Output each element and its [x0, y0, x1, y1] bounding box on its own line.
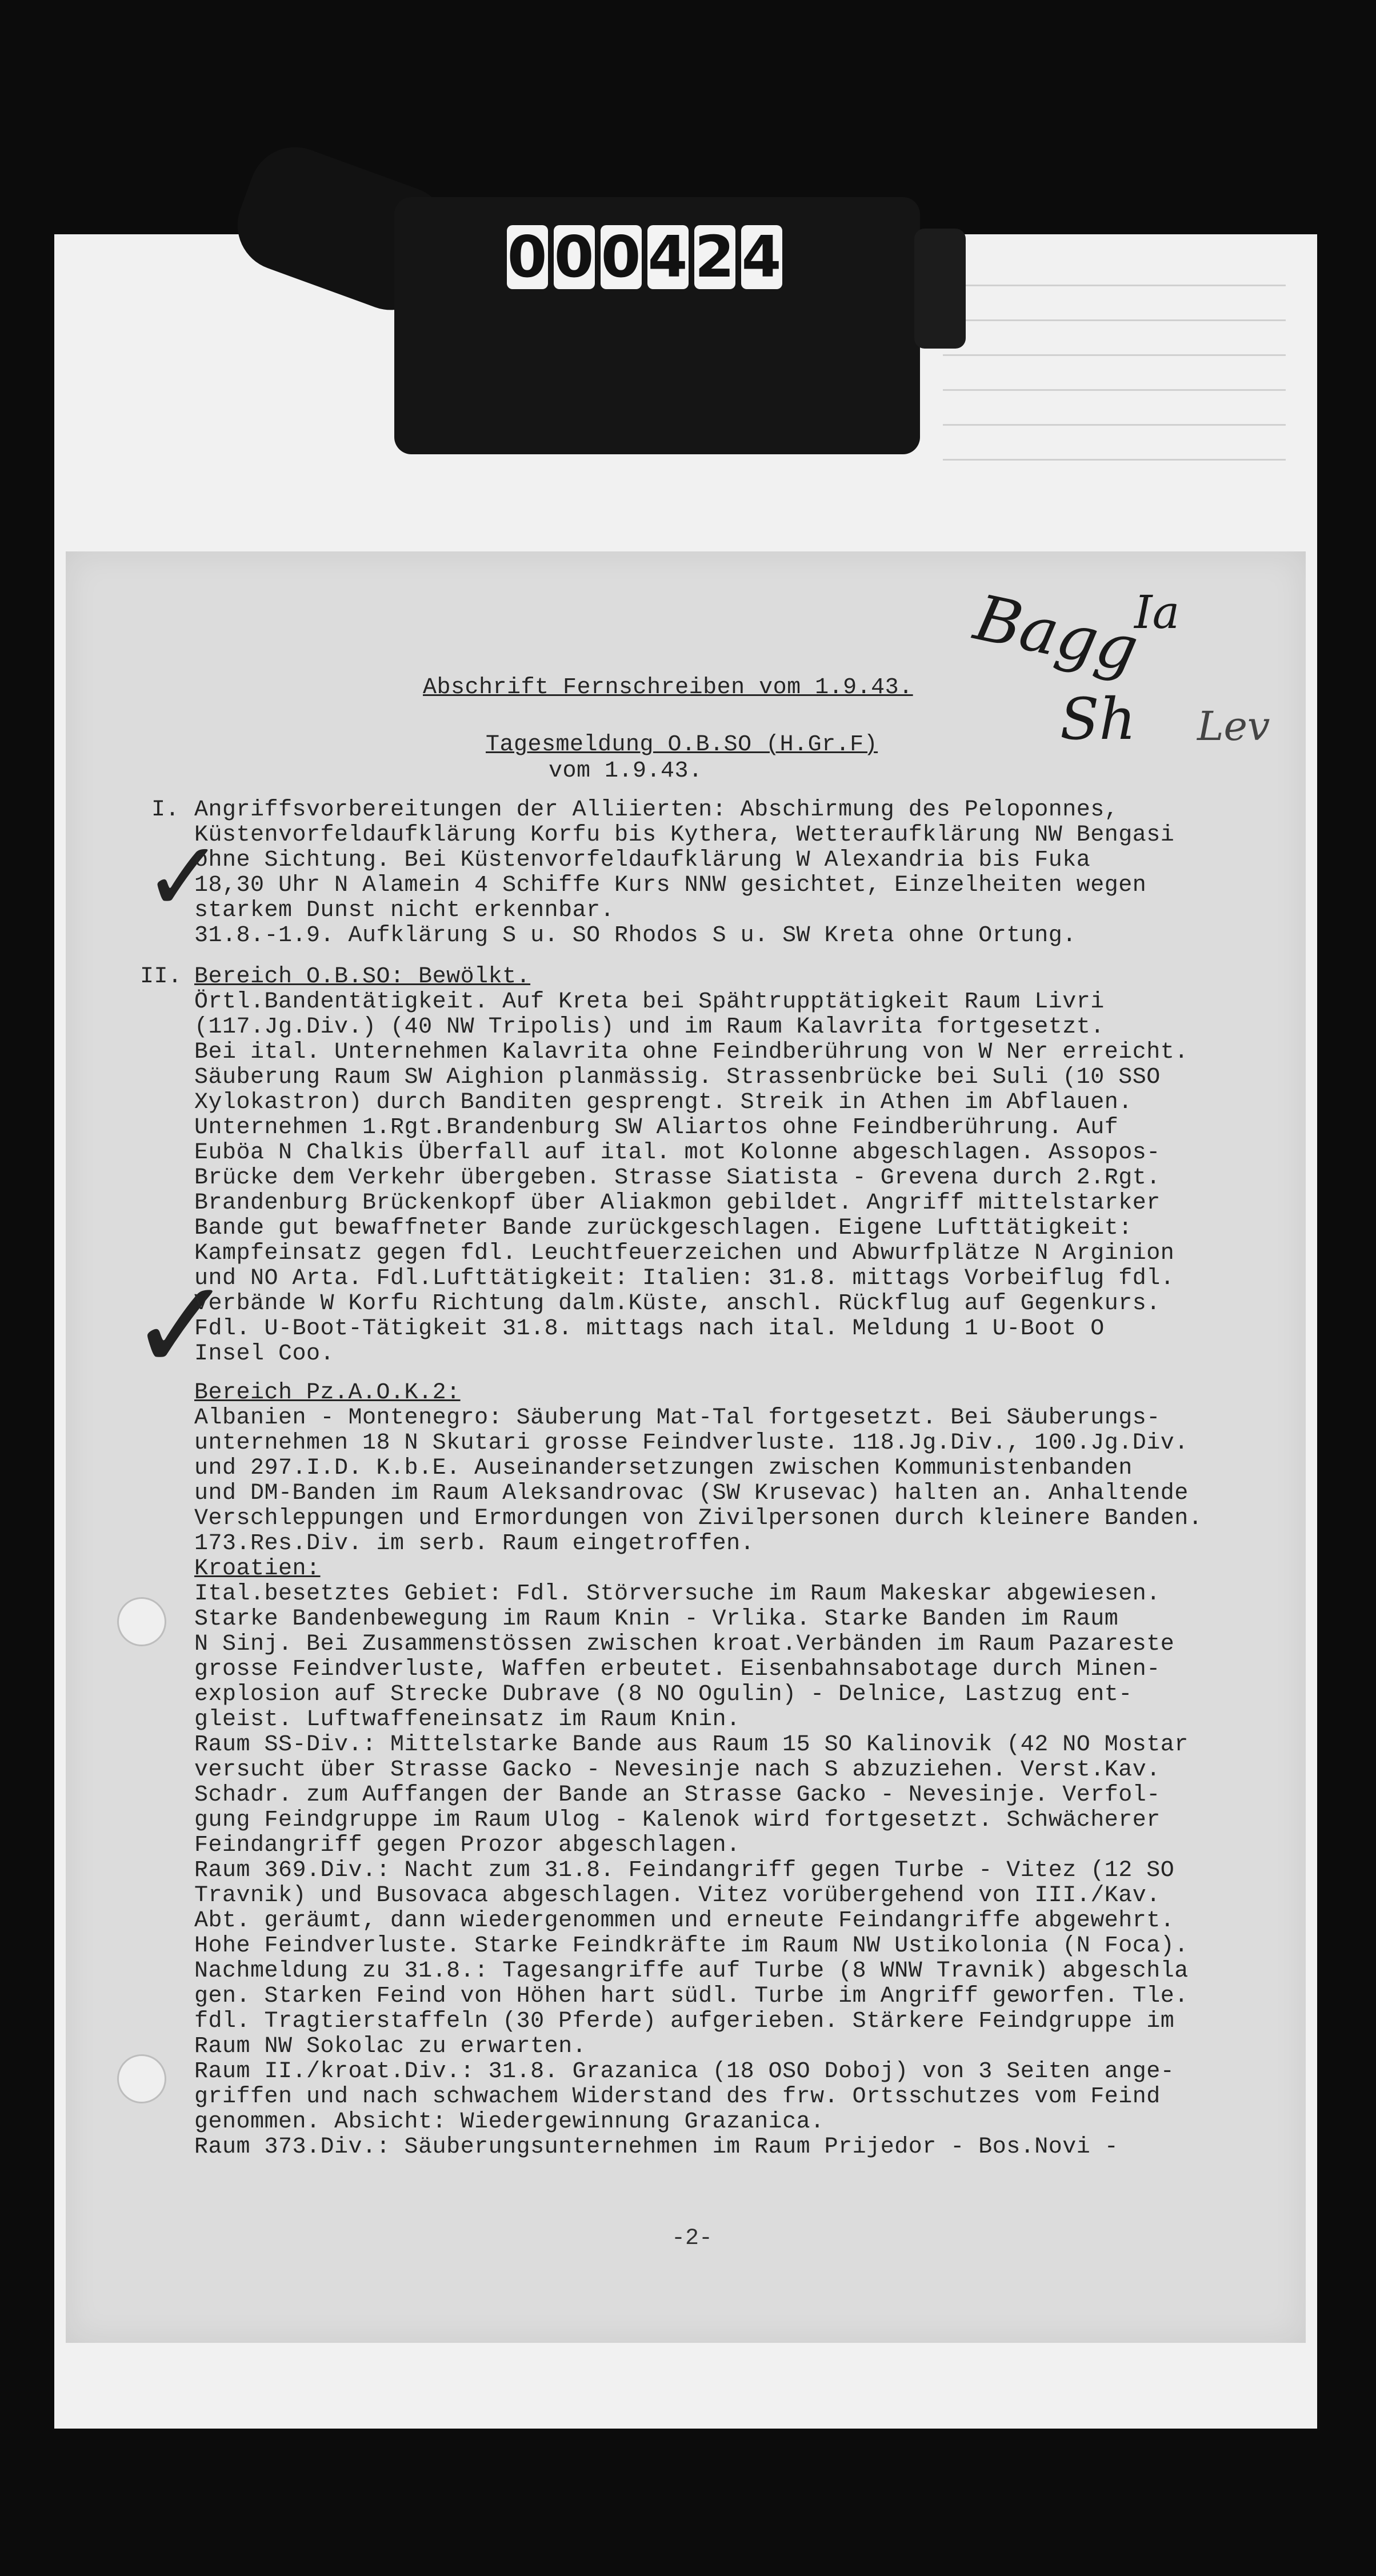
text-line: und NO Arta. Fdl.Lufttätigkeit: Italien: 31.8. mittags Vorbeiflug fdl.: [194, 1266, 1175, 1291]
counter-knob: [914, 229, 966, 349]
text-line: Fdl. U-Boot-Tätigkeit 31.8. mittags nach ital. Meldung 1 U-Boot O: [194, 1316, 1105, 1342]
text-line: genommen. Absicht: Wiedergewinnung Grazanica.: [194, 2109, 825, 2135]
text-line: und DM-Banden im Raum Aleksandrovac (SW Krusevac) halten an. Anhaltende: [194, 1481, 1189, 1506]
margin-check-icon: ✓: [143, 821, 225, 934]
text-line: Albanien - Montenegro: Säuberung Mat-Tal fortgesetzt. Bei Säuberungs-: [194, 1405, 1161, 1431]
punch-hole: [117, 1597, 166, 1646]
text-line: Brandenburg Brückenkopf über Aliakmon gebildet. Angriff mittelstarker: [194, 1190, 1161, 1216]
text-line: Bei ital. Unternehmen Kalavrita ohne Feindberührung von W Ner erreicht.: [194, 1039, 1189, 1065]
text-line: ohne Sichtung. Bei Küstenvorfeldaufklärung W Alexandria bis Fuka: [194, 847, 1091, 873]
text-line: Raum 369.Div.: Nacht zum 31.8. Feindangriff gegen Turbe - Vitez (12 SO: [194, 1858, 1175, 1883]
section-number: II.: [140, 964, 182, 990]
handwritten-annotation: Ia: [1134, 586, 1180, 639]
text-line: Euböa N Chalkis Überfall auf ital. mot Kolonne abgeschlagen. Assopos-: [194, 1140, 1161, 1166]
handwritten-annotation: Lev: [1197, 703, 1270, 750]
text-line: 31.8.-1.9. Aufklärung S u. SO Rhodos S u. SW Kreta ohne Ortung.: [194, 923, 1077, 949]
counter-digit: 2: [694, 223, 735, 290]
text-line: Schadr. zum Auffangen der Bande an Strasse Gacko - Nevesinje. Verfol-: [194, 1782, 1161, 1808]
counter-digit: 0: [507, 223, 547, 290]
text-line: Bande gut bewaffneter Bande zurückgeschlagen. Eigene Lufttätigkeit:: [194, 1215, 1133, 1241]
text-line: Örtl.Bandentätigkeit. Auf Kreta bei Spähtrupptätigkeit Raum Livri: [194, 989, 1105, 1015]
section-number: I.: [151, 797, 180, 823]
text-line: Raum SS-Div.: Mittelstarke Bande aus Raum 15 SO Kalinovik (42 NO Mostar: [194, 1732, 1189, 1758]
text-line: griffen und nach schwachem Widerstand des frw. Ortsschutzes vom Feind: [194, 2084, 1161, 2110]
text-line: Unternehmen 1.Rgt.Brandenburg SW Aliartos ohne Feindberührung. Auf: [194, 1115, 1119, 1141]
text-line: Insel Coo.: [194, 1341, 335, 1367]
text-line: 173.Res.Div. im serb. Raum eingetroffen.: [194, 1531, 755, 1557]
text-line: Xylokastron) durch Banditen gesprengt. Streik in Athen im Abflauen.: [194, 1090, 1133, 1115]
text-line: Kroatien:: [194, 1556, 321, 1582]
text-line: 18,30 Uhr N Alamein 4 Schiffe Kurs NNW gesichtet, Einzelheiten wegen: [194, 873, 1147, 898]
text-line: Verbände W Korfu Richtung dalm.Küste, anschl. Rückflug auf Gegenkurs.: [194, 1291, 1161, 1317]
text-line: Raum II./kroat.Div.: 31.8. Grazanica (18 OSO Doboj) von 3 Seiten ange-: [194, 2059, 1175, 2085]
ghost-lines: [943, 251, 1286, 491]
text-line: fdl. Tragtierstaffeln (30 Pferde) aufgerieben. Stärkere Feindgruppe im: [194, 2009, 1175, 2034]
text-line: Nachmeldung zu 31.8.: Tagesangriffe auf Turbe (8 WNW Travnik) abgeschla: [194, 1958, 1189, 1984]
text-line: Bereich Pz.A.O.K.2:: [194, 1380, 461, 1406]
text-line: gleist. Luftwaffeneinsatz im Raum Knin.: [194, 1707, 741, 1733]
text-line: Brücke dem Verkehr übergeben. Strasse Siatista - Grevena durch 2.Rgt.: [194, 1165, 1161, 1191]
text-line: Kampfeinsatz gegen fdl. Leuchtfeuerzeichen und Abwurfplätze N Arginion: [194, 1241, 1175, 1266]
counter-digit: 0: [554, 223, 594, 290]
document-subtitle: vom 1.9.43.: [549, 758, 703, 784]
document-subtitle: Tagesmeldung O.B.SO (H.Gr.F): [486, 732, 878, 758]
text-line: Feindangriff gegen Prozor abgeschlagen.: [194, 1833, 741, 1858]
text-line: Hohe Feindverluste. Starke Feindkräfte im Raum NW Ustikolonia (N Foca).: [194, 1933, 1189, 1959]
text-line: unternehmen 18 N Skutari grosse Feindverluste. 118.Jg.Div., 100.Jg.Div.: [194, 1430, 1189, 1456]
text-line: Verschleppungen und Ermordungen von Zivilpersonen durch kleinere Banden.: [194, 1506, 1203, 1531]
page-number: -2-: [671, 2226, 713, 2251]
text-line: Ital.besetztes Gebiet: Fdl. Störversuche im Raum Makeskar abgewiesen.: [194, 1581, 1161, 1607]
text-line: Travnik) und Busovaca abgeschlagen. Vitez vorübergehend von III./Kav.: [194, 1883, 1161, 1909]
counter-digit: 0: [601, 223, 641, 290]
margin-check-icon: ✓: [129, 1253, 234, 1399]
punch-hole: [117, 2054, 166, 2103]
text-line: Küstenvorfeldaufklärung Korfu bis Kythera, Wetteraufklärung NW Bengasi: [194, 822, 1175, 848]
counter-digit: 4: [741, 223, 782, 290]
text-line: Säuberung Raum SW Aighion planmässig. Strassenbrücke bei Suli (10 SSO: [194, 1065, 1161, 1090]
text-line: und 297.I.D. K.b.E. Auseinandersetzungen zwischen Kommunistenbanden: [194, 1455, 1133, 1481]
text-line: Angriffsvorbereitungen der Alliierten: Abschirmung des Peloponnes,: [194, 797, 1119, 823]
text-line: Raum NW Sokolac zu erwarten.: [194, 2034, 587, 2059]
text-line: starkem Dunst nicht erkennbar.: [194, 898, 615, 923]
text-line: Abt. geräumt, dann wiedergenommen und erneute Feindangriffe abgewehrt.: [194, 1908, 1175, 1934]
handwritten-annotation: Sh: [1060, 686, 1136, 753]
text-line: gen. Starken Feind von Höhen hart südl. Turbe im Angriff geworfen. Tle.: [194, 1983, 1189, 2009]
text-line: versucht über Strasse Gacko - Nevesinje nach S abzuziehen. Verst.Kav.: [194, 1757, 1161, 1783]
text-line: N Sinj. Bei Zusammenstössen zwischen kroat.Verbänden im Raum Pazareste: [194, 1631, 1175, 1657]
handwritten-annotation: Bagg: [968, 581, 1145, 687]
text-line: grosse Feindverluste, Waffen erbeutet. Eisenbahnsabotage durch Minen-: [194, 1657, 1161, 1682]
counter-digit: 4: [647, 223, 688, 290]
counter-window: [477, 220, 811, 294]
text-line: Bereich O.B.SO: Bewölkt.: [194, 964, 531, 990]
text-line: Starke Bandenbewegung im Raum Knin - Vrlika. Starke Banden im Raum: [194, 1606, 1119, 1632]
document-title: Abschrift Fernschreiben vom 1.9.43.: [423, 675, 913, 701]
text-line: Raum 373.Div.: Säuberungsunternehmen im Raum Prijedor - Bos.Novi -: [194, 2134, 1119, 2160]
text-line: (117.Jg.Div.) (40 NW Tripolis) und im Raum Kalavrita fortgesetzt.: [194, 1014, 1105, 1040]
text-line: explosion auf Strecke Dubrave (8 NO Ogulin) - Delnice, Lastzug ent-: [194, 1682, 1133, 1707]
text-line: gung Feindgruppe im Raum Ulog - Kalenok wird fortgesetzt. Schwächerer: [194, 1807, 1161, 1833]
